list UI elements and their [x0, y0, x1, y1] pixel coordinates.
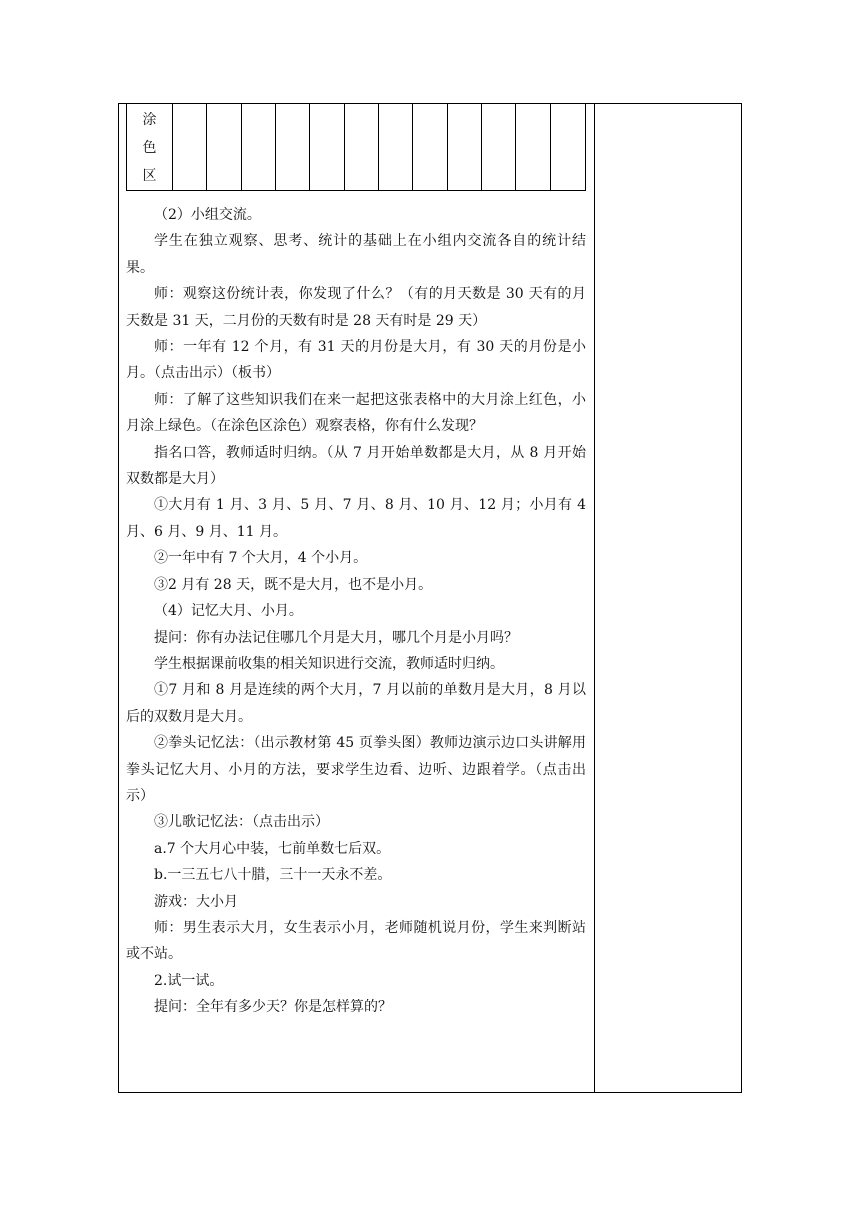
coloring-area-table [126, 103, 586, 191]
month-color-cell[interactable] [242, 103, 276, 190]
paragraph: ③儿歌记忆法：（点击出示） [154, 814, 329, 831]
label-char: 色 [142, 139, 157, 156]
month-color-cell[interactable] [551, 103, 585, 190]
paragraph: 学生在独立观察、思考、统计的基础上在小组内交流各自的统计结果。 [126, 233, 586, 276]
paragraph: ②一年中有 7 个大月，4 个小月。 [154, 550, 368, 567]
label-char: 涂 [142, 111, 157, 128]
section-heading: （2）小组交流。 [154, 207, 261, 223]
paragraph: 师：观察这份统计表，你发现了什么？（有的月天数是 30 天有的月天数是 31 天，二月份的天数有时是 28 天有时是 29 天） [126, 286, 586, 329]
month-color-cell[interactable] [345, 103, 379, 190]
paragraph: 师：一年有 12 个月，有 31 天的月份是大月，有 30 天的月份是小月。（点击出示）（板书） [126, 339, 586, 382]
coloring-area-label [127, 103, 173, 190]
month-color-cell[interactable] [379, 103, 413, 190]
paragraph: 师：男生表示大月，女生表示小月，老师随机说月份，学生来判断站或不站。 [126, 919, 586, 963]
paragraph: ②拳头记忆法：（出示教材第 45 页拳头图）教师边演示边口头讲解用拳头记忆大月、小月的方法，要求学生边看、边听、边跟着学。（点击出示） [126, 735, 586, 804]
paragraph: ①7 月和 8 月是连续的两个大月，7 月以前的单数月是大月，8 月以后的双数月是大月。 [126, 682, 586, 725]
month-color-cell[interactable] [482, 103, 516, 190]
paragraph: 指名口答，教师适时归纳。（从 7 月开始单数都是大月，从 8 月开始双数都是大月） [126, 444, 586, 488]
month-color-cell[interactable] [413, 103, 447, 190]
label-char: 区 [142, 167, 157, 184]
lesson-body-text [126, 202, 586, 1021]
paragraph: b.一三五七八十腊，三十一天永不差。 [154, 867, 392, 884]
month-color-cell[interactable] [173, 103, 207, 190]
section-heading: （4）记忆大月、小月。 [154, 603, 303, 620]
paragraph: 游戏：大小月 [154, 893, 238, 910]
month-color-cell[interactable] [448, 103, 482, 190]
paragraph: 学生根据课前收集的相关知识进行交流，教师适时归纳。 [154, 655, 504, 672]
paragraph: a.7 个大月心中装，七前单数七后双。 [154, 840, 391, 857]
month-color-cell[interactable] [516, 103, 550, 190]
column-divider [594, 103, 595, 1093]
paragraph: 提问：全年有多少天？你是怎样算的？ [154, 999, 392, 1016]
month-color-cell[interactable] [310, 103, 344, 190]
paragraph: 提问：你有办法记住哪几个月是大月，哪几个月是小月吗？ [154, 629, 518, 646]
month-color-cell[interactable] [207, 103, 241, 190]
paragraph: 师：了解了这些知识我们在来一起把这张表格中的大月涂上红色，小月涂上绿色。（在涂色区涂色）观察表格，你有什么发现？ [126, 391, 586, 435]
month-color-cell[interactable] [276, 103, 310, 190]
section-heading: 2.试一试。 [154, 972, 224, 989]
paragraph: ①大月有 1 月、3 月、5 月、7 月、8 月、10 月、12 月；小月有 4 月、6 月、9 月、11 月。 [126, 497, 586, 540]
paragraph: ③2 月有 28 天，既不是大月，也不是小月。 [154, 576, 433, 593]
